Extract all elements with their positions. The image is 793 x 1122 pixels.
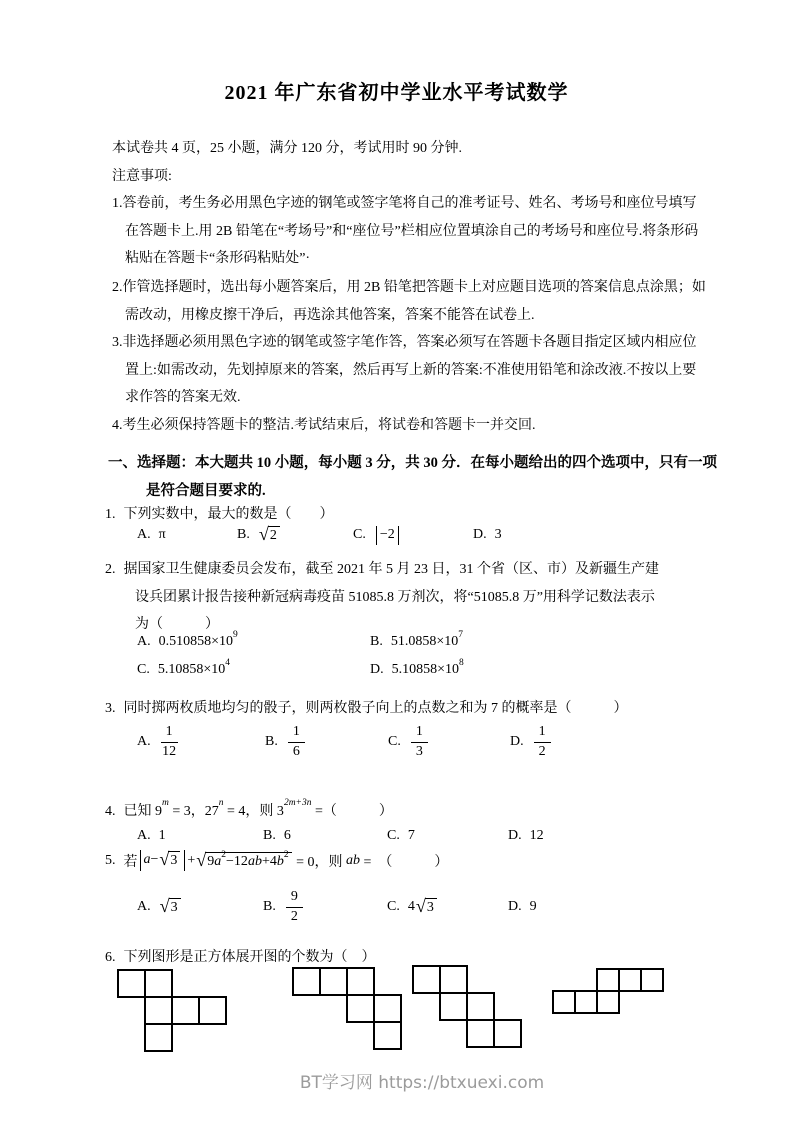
option-a: A. $\frac{1}{12}$ bbox=[137, 719, 180, 765]
note-item-3 bbox=[112, 329, 697, 412]
question-stem: 下列图形是正方体展开图的个数为（ ） bbox=[123, 950, 376, 965]
question-stem: 已知 9 m = 3，27 n = 4，则 3 2m+3n =（ ） bbox=[123, 798, 393, 819]
note-item-2 bbox=[112, 274, 706, 329]
cube-net-figure-4 bbox=[552, 968, 702, 1058]
option-b: B. 51.0858×10 7 bbox=[370, 630, 463, 649]
cube-net-figure-3 bbox=[412, 965, 562, 1055]
option-c: C. 4 √ 3 bbox=[387, 884, 438, 930]
cube-net-figure-1 bbox=[117, 969, 267, 1059]
option-a: A. π bbox=[137, 527, 166, 542]
option-value: 0.510858×10 9 bbox=[158, 630, 238, 649]
option-value: $\frac{1}{6}$ bbox=[286, 724, 307, 759]
option-b: B. 6 bbox=[263, 828, 291, 843]
option-c: C. 5.10858×10 4 bbox=[137, 658, 230, 677]
option-b: B. $\frac{9}{2}$ bbox=[263, 884, 305, 930]
option-a: A. √ 3 bbox=[137, 884, 182, 930]
option-b: B. $\frac{1}{6}$ bbox=[265, 719, 307, 765]
option-c: C. $\frac{1}{3}$ bbox=[388, 719, 430, 765]
section-header-line: 是符合题目要求的. bbox=[146, 483, 266, 499]
exam-info: 本试卷共 4 页，25 小题，满分 120 分，考试用时 90 分钟. bbox=[112, 141, 462, 156]
option-c: C. 7 bbox=[387, 828, 415, 843]
question-5-options bbox=[0, 884, 793, 930]
option-a: A. 1 bbox=[137, 828, 166, 843]
question-1 bbox=[105, 503, 334, 523]
watermark: BT学习网 https://btxuexi.com bbox=[299, 1073, 545, 1093]
question-number: 1. bbox=[105, 507, 116, 522]
question-stem: 若 a − √ 3 + √ 9 a 2 −12 ab +4 b 2 = 0，则 ab = （ ） bbox=[123, 849, 449, 870]
question-number: 2. bbox=[105, 562, 116, 577]
option-value: $\frac{9}{2}$ bbox=[284, 889, 305, 924]
question-2-options-row-1 bbox=[0, 630, 793, 654]
option-value: 9 bbox=[529, 899, 537, 914]
option-d: D. 12 bbox=[508, 828, 544, 843]
note-line: 3.非选择题必须用黑色字迹的钢笔或签字笔作答，答案必须写在答题卡各题目指定区域内相应位 bbox=[112, 335, 697, 350]
option-d: D. 9 bbox=[508, 899, 537, 914]
note-item-4 bbox=[112, 412, 536, 440]
option-value: 4 √ 3 bbox=[408, 898, 438, 916]
option-value: $\frac{1}{2}$ bbox=[532, 724, 553, 759]
option-value: √ 2 bbox=[258, 526, 281, 544]
question-3-options bbox=[0, 719, 793, 765]
option-a: A. 0.510858×10 9 bbox=[137, 630, 238, 649]
note-line: 置上:如需改动，先划掉原来的答案，然后再写上新的答案:不准使用铅笔和涂改液.不按以上要 bbox=[125, 362, 697, 378]
option-value: 7 bbox=[407, 828, 415, 843]
question-number: 4. bbox=[105, 804, 116, 819]
question-5 bbox=[105, 850, 448, 871]
question-4-options bbox=[0, 824, 793, 848]
question-4 bbox=[105, 800, 393, 820]
option-value: $\frac{1}{3}$ bbox=[409, 724, 430, 759]
option-value: 51.0858×10 7 bbox=[390, 630, 463, 649]
question-6 bbox=[105, 946, 376, 966]
note-item-1 bbox=[112, 190, 698, 273]
option-value: 5.10858×10 8 bbox=[391, 658, 464, 677]
note-line: 需改动，用橡皮擦干净后，再选涂其他答案，答案不能答在试卷上. bbox=[125, 307, 535, 323]
question-stem: 下列实数中，最大的数是（ ） bbox=[123, 507, 334, 522]
section-header-line: 一、选择题：本大题共 10 小题，每小题 3 分，共 30 分．在每小题给出的四个选项中，只有一项 bbox=[108, 455, 717, 471]
note-line: 求作答的答案无效. bbox=[125, 390, 241, 406]
question-number: 3. bbox=[105, 701, 116, 716]
question-stem-line: 为（ ） bbox=[135, 617, 219, 632]
option-value: √ 3 bbox=[159, 898, 182, 916]
question-stem-line: 据国家卫生健康委员会发布，截至 2021 年 5 月 23 日，31 个省（区、市）及新疆生产建 bbox=[123, 562, 659, 577]
question-1-options bbox=[0, 521, 793, 549]
option-value: 5.10858×10 4 bbox=[157, 658, 230, 677]
option-value: π bbox=[158, 527, 166, 542]
question-number: 5. bbox=[105, 852, 116, 868]
option-value: $\frac{1}{12}$ bbox=[162, 724, 177, 759]
option-value: −2 bbox=[374, 526, 401, 545]
exam-title: 2021 年广东省初中学业水平考试数学 bbox=[224, 82, 569, 104]
question-number: 6. bbox=[105, 950, 116, 965]
option-c: C. −2 bbox=[353, 521, 401, 549]
question-2 bbox=[105, 556, 659, 639]
question-3 bbox=[105, 697, 628, 717]
note-line: 粘贴在答题卡“条形码粘贴处”· bbox=[125, 251, 311, 267]
option-d: D. 3 bbox=[473, 527, 502, 542]
option-d: D. 5.10858×10 8 bbox=[370, 658, 464, 677]
note-line: 4.考生必须保持答题卡的整洁.考试结束后，将试卷和答题卡一并交回. bbox=[112, 418, 536, 433]
option-value: 3 bbox=[494, 527, 502, 542]
notes-label: 注意事项: bbox=[112, 169, 172, 184]
note-line: 1.答卷前，考生务必用黑色字迹的钢笔或签字笔将自己的准考证号、姓名、考场号和座位号填写 bbox=[112, 196, 697, 211]
option-value: 6 bbox=[283, 828, 291, 843]
note-line: 2.作管选择题时，选出每小题答案后，用 2B 铅笔把答题卡上对应题目选项的答案信息点涂黑；如 bbox=[112, 280, 706, 295]
question-stem-line: 设兵团累计报告接种新冠病毒疫苗 51085.8 万剂次，将“51085.8 万”用科学记数法表示 bbox=[135, 589, 655, 605]
question-stem: 同时掷两枚质地均匀的骰子，则两枚骰子向上的点数之和为 7 的概率是（ ） bbox=[123, 701, 628, 716]
option-value: 12 bbox=[529, 828, 544, 843]
section-header bbox=[108, 449, 717, 505]
option-b: B. √ 2 bbox=[237, 521, 281, 549]
note-line: 在答题卡上.用 2B 铅笔在“考场号”和“座位号”栏相应位置填涂自己的考场号和座位号.将条形码 bbox=[125, 223, 699, 239]
option-value: 1 bbox=[158, 828, 166, 843]
option-d: D. $\frac{1}{2}$ bbox=[510, 719, 553, 765]
question-2-options-row-2 bbox=[0, 658, 793, 682]
